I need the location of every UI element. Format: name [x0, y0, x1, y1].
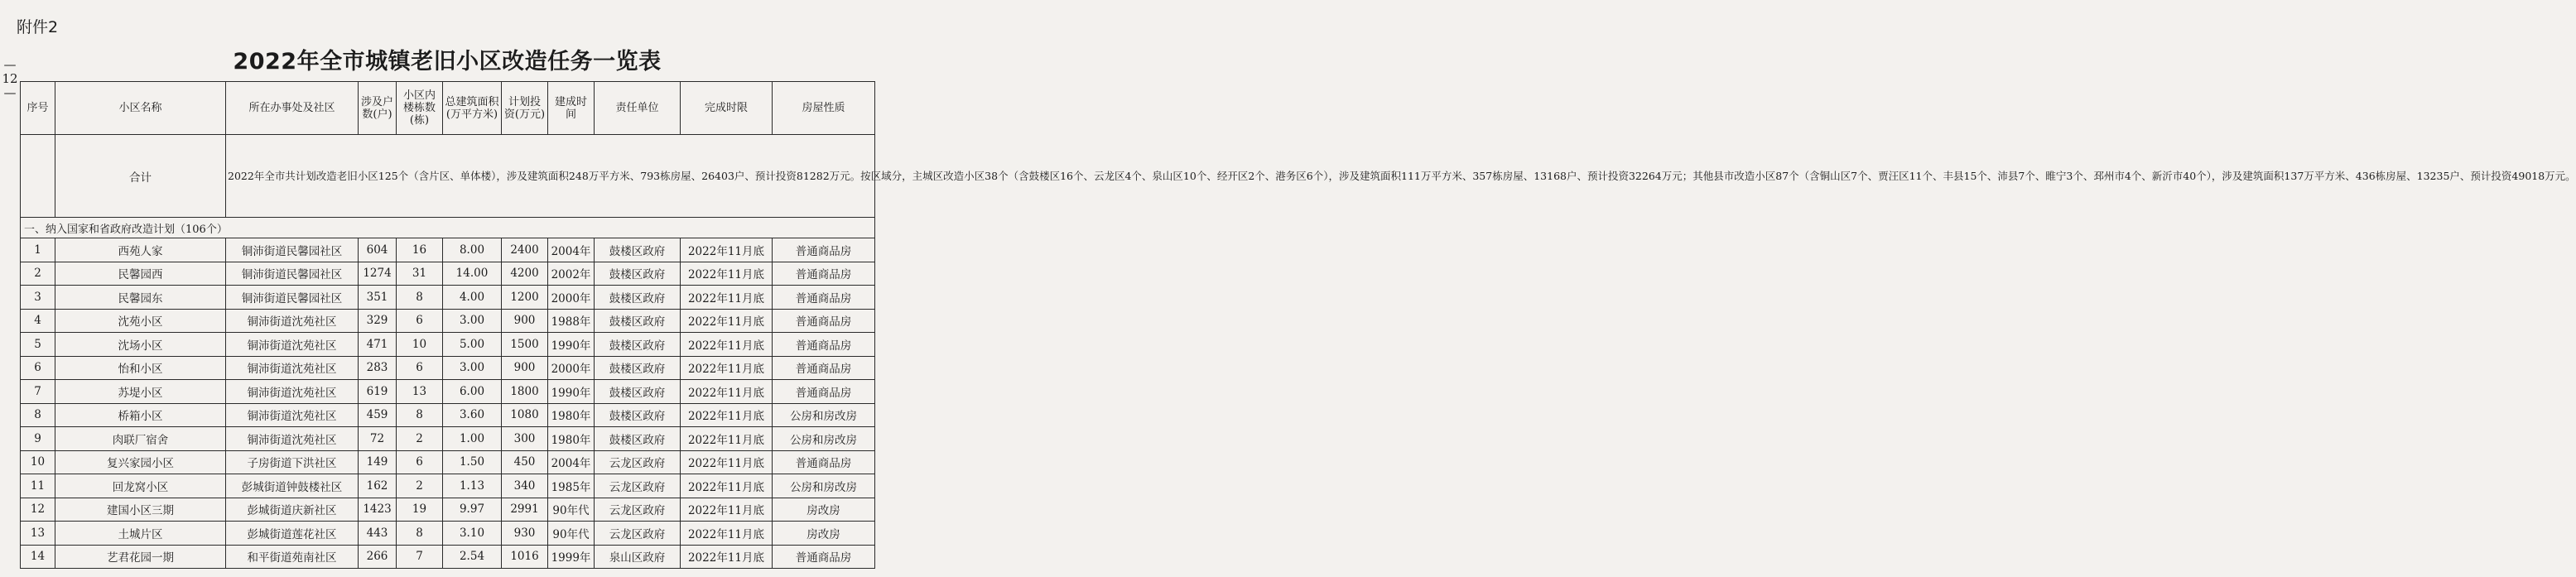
table-row: [21, 356, 875, 380]
cell-no: 13: [21, 522, 55, 546]
cell-buildings: 8: [397, 522, 443, 546]
cell-buildings: 2: [397, 427, 443, 451]
cell-office: 铜沛街道沈苑社区: [226, 356, 359, 380]
cell-invest: 900: [502, 356, 548, 380]
cell-deadline: 2022年11月底: [681, 309, 773, 333]
cell-type: 普通商品房: [773, 356, 875, 380]
cell-area: 3.10: [443, 522, 502, 546]
section-title: 一、纳入国家和省政府改造计划（106个）: [21, 218, 875, 238]
cell-unit: 云龙区政府: [595, 498, 681, 522]
cell-unit: 云龙区政府: [595, 522, 681, 546]
cell-deadline: 2022年11月底: [681, 262, 773, 286]
cell-name: 沈场小区: [55, 333, 226, 357]
cell-unit: 泉山区政府: [595, 545, 681, 569]
renovation-table: [20, 81, 2576, 569]
cell-name: 怡和小区: [55, 356, 226, 380]
cell-area: 1.13: [443, 474, 502, 498]
cell-built: 2004年: [548, 238, 595, 262]
cell-type: 普通商品房: [773, 309, 875, 333]
cell-office: 铜沛街道沈苑社区: [226, 403, 359, 427]
cell-buildings: 6: [397, 309, 443, 333]
cell-invest: 1200: [502, 286, 548, 310]
header-cell: 所在办事处及社区: [226, 82, 359, 135]
cell-built: 2004年: [548, 450, 595, 474]
cell-name: 肉联厂宿舍: [55, 427, 226, 451]
section-row: [21, 218, 875, 238]
cell-unit: 鼓楼区政府: [595, 380, 681, 404]
cell-built: 2000年: [548, 286, 595, 310]
cell-buildings: 6: [397, 450, 443, 474]
cell-office: 彭城街道莲花社区: [226, 522, 359, 546]
cell-households: 329: [359, 309, 397, 333]
cell-type: 房改房: [773, 498, 875, 522]
cell-type: 公房和房改房: [773, 403, 875, 427]
cell-deadline: 2022年11月底: [681, 403, 773, 427]
cell-name: 苏堤小区: [55, 380, 226, 404]
cell-no: 14: [21, 545, 55, 569]
header-cell: 计划投资(万元): [502, 82, 548, 135]
header-cell: 小区内楼栋数(栋): [397, 82, 443, 135]
cell-name: 民馨园东: [55, 286, 226, 310]
page-number-text: 12: [2, 71, 18, 86]
cell-households: 1423: [359, 498, 397, 522]
cell-buildings: 7: [397, 545, 443, 569]
cell-no: 2: [21, 262, 55, 286]
cell-office: 铜沛街道民馨园社区: [226, 286, 359, 310]
cell-invest: 1016: [502, 545, 548, 569]
cell-area: 6.00: [443, 380, 502, 404]
cell-area: 3.60: [443, 403, 502, 427]
table-row: [21, 309, 875, 333]
cell-type: 公房和房改房: [773, 474, 875, 498]
table-row: [21, 286, 875, 310]
cell-area: 5.00: [443, 333, 502, 357]
cell-type: 普通商品房: [773, 238, 875, 262]
cell-no: 9: [21, 427, 55, 451]
cell-deadline: 2022年11月底: [681, 427, 773, 451]
cell-no: 11: [21, 474, 55, 498]
cell-built: 90年代: [548, 522, 595, 546]
cell-unit: 云龙区政府: [595, 474, 681, 498]
cell-type: 普通商品房: [773, 450, 875, 474]
cell-buildings: 8: [397, 403, 443, 427]
cell-office: 铜沛街道沈苑社区: [226, 333, 359, 357]
cell-unit: 鼓楼区政府: [595, 309, 681, 333]
cell-unit: 鼓楼区政府: [595, 356, 681, 380]
cell-area: 2.54: [443, 545, 502, 569]
header-row: [21, 82, 875, 135]
summary-label: 合计: [55, 135, 226, 218]
cell-households: 471: [359, 333, 397, 357]
cell-deadline: 2022年11月底: [681, 474, 773, 498]
cell-area: 9.97: [443, 498, 502, 522]
cell-households: 351: [359, 286, 397, 310]
cell-office: 铜沛街道沈苑社区: [226, 380, 359, 404]
cell-type: 普通商品房: [773, 380, 875, 404]
document-title: 2022年全市城镇老旧小区改造任务一览表: [233, 49, 662, 75]
cell-households: 283: [359, 356, 397, 380]
cell-name: 建国小区三期: [55, 498, 226, 522]
cell-office: 子房街道下洪社区: [226, 450, 359, 474]
cell-built: 90年代: [548, 498, 595, 522]
cell-name: 复兴家园小区: [55, 450, 226, 474]
cell-deadline: 2022年11月底: [681, 498, 773, 522]
cell-buildings: 16: [397, 238, 443, 262]
cell-no: 1: [21, 238, 55, 262]
table-row: [21, 380, 875, 404]
cell-built: 1985年: [548, 474, 595, 498]
cell-built: 1999年: [548, 545, 595, 569]
cell-unit: 云龙区政府: [595, 450, 681, 474]
table-row: [21, 262, 875, 286]
cell-office: 和平街道苑南社区: [226, 545, 359, 569]
cell-buildings: 19: [397, 498, 443, 522]
header-cell: 责任单位: [595, 82, 681, 135]
cell-type: 普通商品房: [773, 545, 875, 569]
cell-type: 普通商品房: [773, 333, 875, 357]
cell-households: 604: [359, 238, 397, 262]
cell-buildings: 2: [397, 474, 443, 498]
cell-deadline: 2022年11月底: [681, 522, 773, 546]
cell-name: 土城片区: [55, 522, 226, 546]
summary-text: 2022年全市共计划改造老旧小区125个（含片区、单体楼），涉及建筑面积248万平方米、793栋房屋、26403户、预计投资81282万元。按区域分，主城区改造小区38个（含鼓楼区16个、云龙区4个、泉山区10个、经开区2个、港务区6个），涉及建筑面积111万平方米、357栋房屋、13168户、预计投资32264万元；其他县市改造小区87个（含铜山区7个、贾汪区11个、丰县15个、沛县7个、睢宁3个、邳州市4个、新沂市40个），涉及建筑面积137万平方米、436栋房屋、13235户、预计投资49018万元。: [226, 135, 875, 218]
header-cell: 总建筑面积(万平方米): [443, 82, 502, 135]
cell-deadline: 2022年11月底: [681, 380, 773, 404]
cell-invest: 900: [502, 309, 548, 333]
cell-unit: 鼓楼区政府: [595, 427, 681, 451]
cell-area: 1.50: [443, 450, 502, 474]
cell-invest: 450: [502, 450, 548, 474]
table-row: [21, 403, 875, 427]
table-row: [21, 545, 875, 569]
cell-office: 铜沛街道民馨园社区: [226, 262, 359, 286]
cell-unit: 鼓楼区政府: [595, 333, 681, 357]
header-cell: 序号: [21, 82, 55, 135]
cell-name: 民馨园西: [55, 262, 226, 286]
header-cell: 房屋性质: [773, 82, 875, 135]
cell-type: 公房和房改房: [773, 427, 875, 451]
summary-row: [21, 135, 875, 218]
header-cell: 涉及户数(户): [359, 82, 397, 135]
cell-type: 普通商品房: [773, 262, 875, 286]
cell-deadline: 2022年11月底: [681, 333, 773, 357]
cell-buildings: 6: [397, 356, 443, 380]
cell-invest: 2400: [502, 238, 548, 262]
cell-name: 西苑人家: [55, 238, 226, 262]
cell-no: 12: [21, 498, 55, 522]
table-row: [21, 522, 875, 546]
cell-no: 7: [21, 380, 55, 404]
cell-area: 14.00: [443, 262, 502, 286]
table-row: [21, 333, 875, 357]
cell-type: 房改房: [773, 522, 875, 546]
cell-no: 10: [21, 450, 55, 474]
cell-no: 3: [21, 286, 55, 310]
cell-built: 1980年: [548, 403, 595, 427]
cell-invest: 2991: [502, 498, 548, 522]
header-cell: 小区名称: [55, 82, 226, 135]
cell-unit: 鼓楼区政府: [595, 238, 681, 262]
table-row: [21, 474, 875, 498]
cell-area: 8.00: [443, 238, 502, 262]
cell-type: 普通商品房: [773, 286, 875, 310]
cell-buildings: 8: [397, 286, 443, 310]
cell-deadline: 2022年11月底: [681, 286, 773, 310]
cell-name: 回龙窝小区: [55, 474, 226, 498]
cell-households: 72: [359, 427, 397, 451]
cell-area: 1.00: [443, 427, 502, 451]
cell-built: 2000年: [548, 356, 595, 380]
cell-area: 3.00: [443, 309, 502, 333]
cell-households: 459: [359, 403, 397, 427]
cell-built: 1980年: [548, 427, 595, 451]
cell-name: 沈苑小区: [55, 309, 226, 333]
table-row: [21, 427, 875, 451]
cell-invest: 340: [502, 474, 548, 498]
cell-office: 铜沛街道沈苑社区: [226, 309, 359, 333]
header-cell: 完成时限: [681, 82, 773, 135]
cell-built: 2002年: [548, 262, 595, 286]
cell-buildings: 13: [397, 380, 443, 404]
cell-deadline: 2022年11月底: [681, 450, 773, 474]
cell-households: 443: [359, 522, 397, 546]
cell-invest: 930: [502, 522, 548, 546]
cell-office: 彭城街道庆新社区: [226, 498, 359, 522]
cell-invest: 1500: [502, 333, 548, 357]
cell-office: 铜沛街道沈苑社区: [226, 427, 359, 451]
cell-no: 6: [21, 356, 55, 380]
cell-no: 5: [21, 333, 55, 357]
cell-built: 1990年: [548, 333, 595, 357]
cell-unit: 鼓楼区政府: [595, 403, 681, 427]
cell-invest: 1800: [502, 380, 548, 404]
page-number: — 12 —: [2, 57, 18, 100]
cell-buildings: 10: [397, 333, 443, 357]
cell-no: 4: [21, 309, 55, 333]
cell-invest: 4200: [502, 262, 548, 286]
cell-buildings: 31: [397, 262, 443, 286]
cell-households: 162: [359, 474, 397, 498]
cell-name: 桥箱小区: [55, 403, 226, 427]
header-cell: 建成时间: [548, 82, 595, 135]
cell-invest: 300: [502, 427, 548, 451]
cell-households: 266: [359, 545, 397, 569]
cell-unit: 鼓楼区政府: [595, 262, 681, 286]
cell-deadline: 2022年11月底: [681, 545, 773, 569]
cell-deadline: 2022年11月底: [681, 238, 773, 262]
cell-office: 彭城街道钟鼓楼社区: [226, 474, 359, 498]
summary-blank: [21, 135, 55, 218]
cell-no: 8: [21, 403, 55, 427]
cell-deadline: 2022年11月底: [681, 356, 773, 380]
cell-built: 1990年: [548, 380, 595, 404]
cell-area: 3.00: [443, 356, 502, 380]
cell-households: 1274: [359, 262, 397, 286]
table-row: [21, 498, 875, 522]
cell-households: 149: [359, 450, 397, 474]
attachment-label: 附件2: [17, 18, 59, 36]
cell-office: 铜沛街道民馨园社区: [226, 238, 359, 262]
cell-built: 1988年: [548, 309, 595, 333]
cell-area: 4.00: [443, 286, 502, 310]
cell-unit: 鼓楼区政府: [595, 286, 681, 310]
table-row: [21, 238, 875, 262]
table-row: [21, 450, 875, 474]
cell-name: 艺君花园一期: [55, 545, 226, 569]
cell-invest: 1080: [502, 403, 548, 427]
cell-households: 619: [359, 380, 397, 404]
